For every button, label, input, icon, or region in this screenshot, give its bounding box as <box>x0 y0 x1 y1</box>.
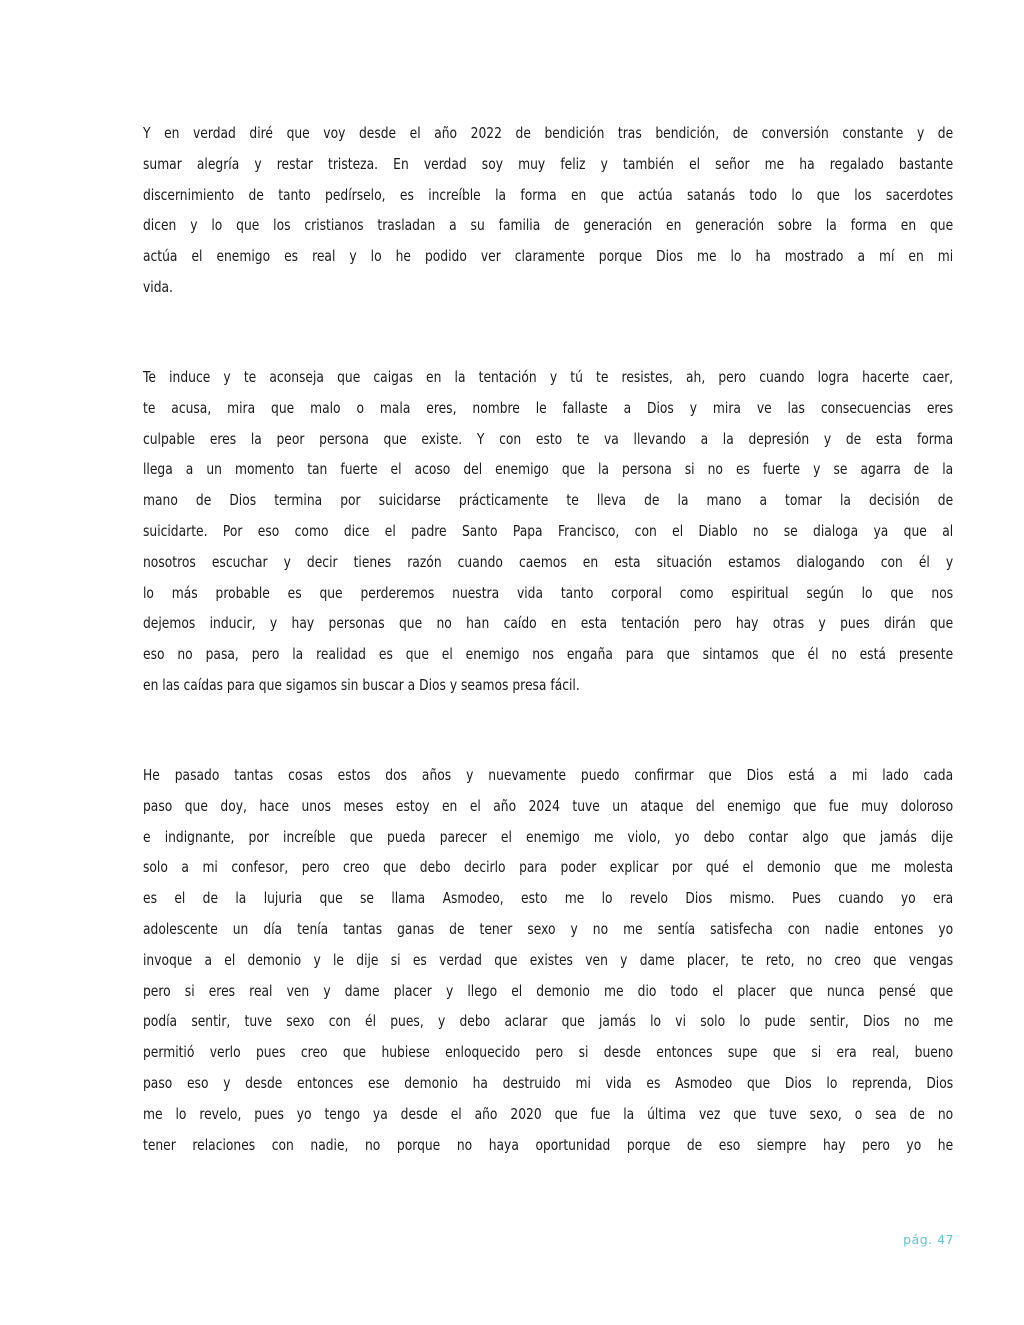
text-line: suicidarte. Por eso como dice el padre Santo Papa Francisco, con el Diablo no se dialoga ya que al <box>143 521 954 540</box>
text-line: en las caídas para que sigamos sin buscar a Dios y seamos presa fácil. <box>143 675 580 694</box>
text-line: sumar alegría y restar tristeza. En verdad soy muy feliz y también el señor me ha regalado bastante <box>143 154 954 173</box>
text-line: dicen y lo que los cristianos trasladan a su familia de generación en generación sobre la forma en que <box>143 216 954 235</box>
text-line: permitió verlo pues creo que hubiese enloquecido pero si desde entonces supe que si era real, bueno <box>143 1043 954 1062</box>
text-line: solo a mi confesor, pero creo que debo decirlo para poder explicar por qué el demonio que me molesta <box>143 858 954 877</box>
paragraph-3 <box>143 760 953 1160</box>
text-line: nosotros escuchar y decir tienes razón cuando caemos en esta situación estamos dialogando con él y <box>143 552 954 571</box>
text-line: mano de Dios termina por suicidarse prácticamente te lleva de la mano a tomar la decisión de <box>143 491 954 510</box>
text-line: me lo revelo, pues yo tengo ya desde el año 2020 que fue la última vez que tuve sexo, o sea de no <box>143 1104 954 1123</box>
text-line: vida. <box>143 277 173 296</box>
text-line: discernimiento de tanto pedírselo, es increíble la forma en que actúa satanás todo lo que los sacerdotes <box>143 185 954 204</box>
text-line: e indignante, por increíble que pueda parecer el enemigo me violo, yo debo contar algo que jamás dije <box>143 827 954 846</box>
text-line: Te induce y te aconseja que caigas en la tentación y tú te resistes, ah, pero cuando logra hacerte caer, <box>143 368 954 386</box>
text-line: invoque a el demonio y le dije si es verdad que existes ven y dame placer, te reto, no creo que vengas <box>143 950 954 969</box>
text-line: Y en verdad diré que voy desde el año 2022 de bendición tras bendición, de conversión constante y de <box>143 124 954 142</box>
text-line: es el de la lujuria que se llama Asmodeo, esto me lo revelo Dios mismo. Pues cuando yo era <box>143 889 954 908</box>
text-line: He pasado tantas cosas estos dos años y nuevamente puedo confirmar que Dios está a mi lado cada <box>143 766 954 784</box>
page-number: pág. 47 <box>903 1232 954 1247</box>
text-line: tener relaciones con nadie, no porque no haya oportunidad porque de eso siempre hay pero yo he <box>143 1135 954 1154</box>
text-line: adolescente un día tenía tantas ganas de tener sexo y no me sentía satisfecha con nadie entones yo <box>143 919 954 938</box>
paragraph-1 <box>143 118 953 303</box>
text-line: pero si eres real ven y dame placer y llego el demonio me dio todo el placer que nunca pensé que <box>143 981 954 1000</box>
text-line: paso que doy, hace unos meses estoy en el año 2024 tuve un ataque del enemigo que fue muy doloroso <box>143 796 954 815</box>
paragraph-2 <box>143 362 953 701</box>
text-line: culpable eres la peor persona que existe. Y con esto te va llevando a la depresión y de esta forma <box>143 429 954 448</box>
text-line: podía sentir, tuve sexo con él pues, y debo aclarar que jamás lo vi solo lo pude sentir, Dios no me <box>143 1012 954 1031</box>
text-line: te acusa, mira que malo o mala eres, nombre le fallaste a Dios y mira ve las consecuencias eres <box>143 398 954 417</box>
text-line: eso no pasa, pero la realidad es que el enemigo nos engaña para que sintamos que él no está presente <box>143 645 954 664</box>
text-line: paso eso y desde entonces ese demonio ha destruido mi vida es Asmodeo que Dios lo reprenda, Dios <box>143 1073 954 1092</box>
text-line: llega a un momento tan fuerte el acoso del enemigo que la persona si no es fuerte y se agarra de la <box>143 460 954 479</box>
text-line: dejemos inducir, y hay personas que no han caído en esta tentación pero hay otras y pues dirán que <box>143 614 954 633</box>
text-line: lo más probable es que perderemos nuestra vida tanto corporal como espiritual según lo que nos <box>143 583 954 602</box>
text-line: actúa el enemigo es real y lo he podido ver claramente porque Dios me lo ha mostrado a mí en mi <box>143 247 954 266</box>
